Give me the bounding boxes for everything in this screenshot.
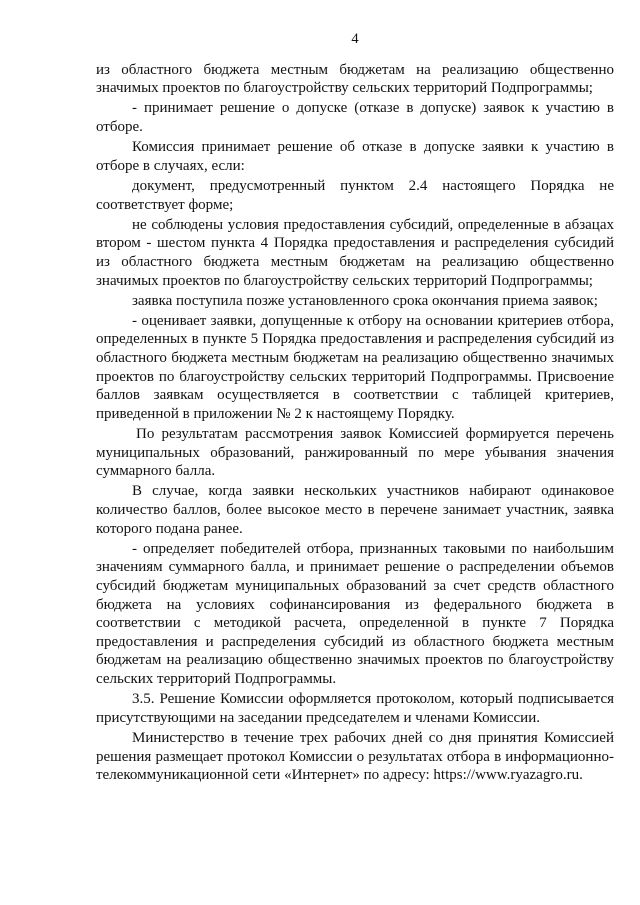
page-number: 4 — [351, 31, 359, 47]
paragraph-refusal-cases: Комиссия принимает решение об отказе в допуске заявки к участию в отборе в случаях, если: — [96, 139, 614, 174]
paragraph-ranking: По результатам рассмотрения заявок Комиссией формируется перечень муниципальных образований, ранжированный по мере убывания значения суммарного балла. — [96, 426, 614, 480]
paragraph-tie-break: В случае, когда заявки нескольких участников набирают одинаковое количество баллов, более высокое место в перечене занимает участник, заявка которого подана ранее. — [96, 483, 614, 537]
paragraph-3-5-protocol: 3.5. Решение Комиссии оформляется протоколом, который подписывается присутствующими на заседании председателем и членами Комиссии. — [96, 691, 614, 726]
paragraph-evaluation: - оценивает заявки, допущенные к отбору на основании критериев отбора, определенных в пункте 5 Порядка предоставления и распределения субсидий из областного бюджета местным бюджетам на реализацию общественно значимых проектов по благоустройству сельских территорий Подпрограммы. Присвоение баллов заявкам осуществляется в соответствии с таблицей критериев, приведенной в приложении № 2 к настоящему Порядку. — [96, 312, 614, 422]
paragraph-continuation: из областного бюджета местным бюджетам на реализацию общественно значимых проектов по благоустройству сельских территорий Подпрограммы; — [96, 61, 614, 97]
paragraph-publication: Министерство в течение трех рабочих дней со дня принятия Комиссией решения размещает протокол Комиссии о результатах отбора в информационно-телекоммуникационной сети «Интернет» по адресу: https://www.ryazagro.ru. — [96, 729, 614, 784]
document-page — [96, 30, 614, 786]
paragraph-form-mismatch: документ, предусмотренный пунктом 2.4 настоящего Порядка не соответствует форме; — [96, 177, 614, 213]
paragraph-conditions-not-met: не соблюдены условия предоставления субсидий, определенные в абзацах втором - шестом пункта 4 Порядка предоставления и распределения субсидий из областного бюджета местным бюджетам на реализацию общественно значимых проектов по благоустройству сельских территорий Подпрограммы; — [96, 216, 614, 289]
paragraph-winners: - определяет победителей отбора, признанных таковыми по наибольшим значениям суммарного балла, и принимает решение о распределении объемов субсидий бюджетам муниципальных образований за счет средств областного бюджета на условиях софинансирования из федерального бюджета в соответствии с методикой расчета, определенной в пункте 7 Порядка предоставления и распределения субсидий из областного бюджета местным бюджетам на реализацию общественно значимых проектов по благоустройству сельских территорий Подпрограммы. — [96, 540, 614, 687]
paragraph-admission-decision: - принимает решение о допуске (отказе в допуске) заявок к участию в отборе. — [96, 100, 614, 135]
paragraph-late-submission: заявка поступила позже установленного срока окончания приема заявок; — [132, 292, 598, 309]
